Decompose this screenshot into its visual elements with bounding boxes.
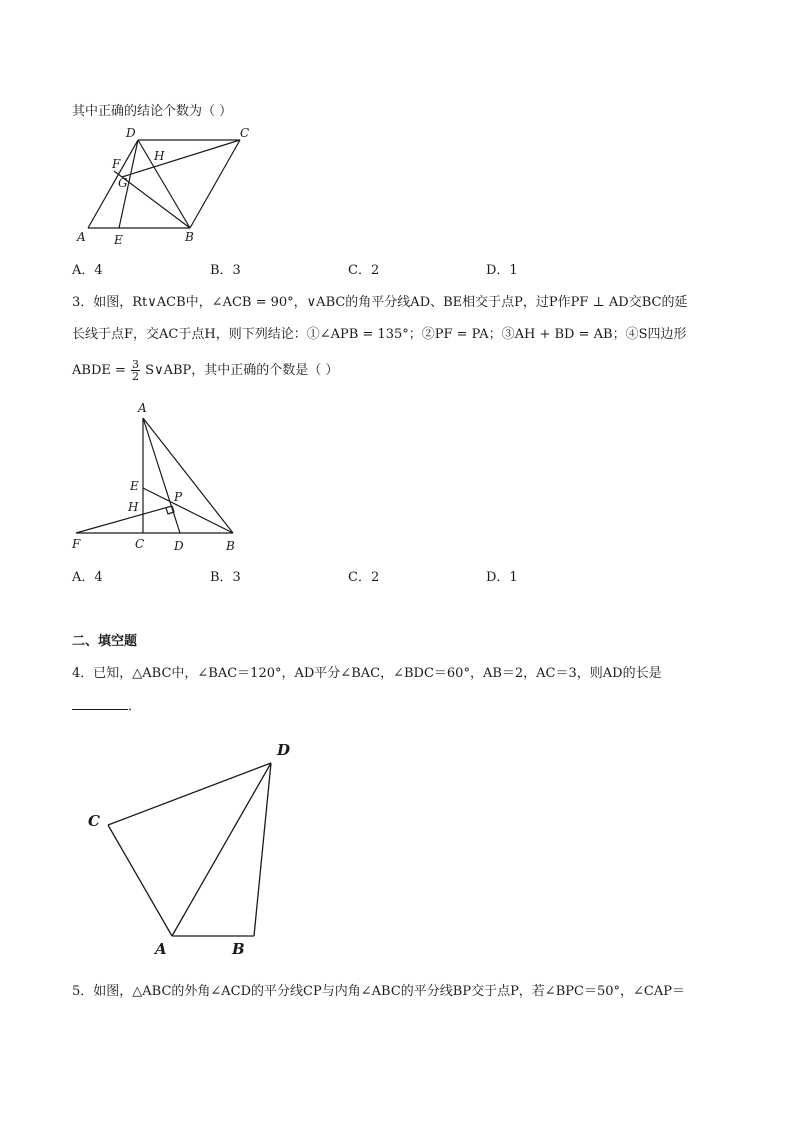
q2-label-H: H	[154, 149, 165, 163]
q3-line3	[72, 358, 338, 384]
q4-label-B: B	[232, 940, 245, 958]
q3-label-P: P	[174, 490, 183, 504]
q3-label-B: B	[226, 539, 235, 553]
q2-option-d: D．1	[486, 263, 518, 278]
q3-option-b: B．3	[210, 570, 241, 585]
q2-label-F: F	[112, 157, 121, 171]
q4-seg-CD	[108, 763, 271, 825]
q4-label-D: D	[277, 741, 291, 759]
q4-label-A: A	[155, 940, 167, 958]
q4-seg-CA	[108, 825, 172, 936]
q2-label-A: A	[77, 230, 86, 244]
q3-option-a: A．4	[72, 570, 103, 585]
q3-label-C: C	[135, 537, 145, 551]
q3-line3-post: S∨ABP，其中正确的个数是（ ）	[145, 363, 339, 378]
q3-label-E: E	[130, 479, 139, 493]
q3-seg-FP	[76, 506, 172, 533]
q3-line2: 长线于点F，交AC于点H，则下列结论：①∠APB = 135°；②PF = PA；③AH + BD = AB；④S四边形	[72, 327, 687, 342]
q2-label-G: G	[118, 176, 128, 190]
q3-line1: 3．如图，Rt∨ACB中，∠ACB = 90°，∨ABC的角平分线AD、BE相交于点P，过P作PF ⊥ AD交BC的延	[72, 295, 688, 310]
q2-label-E: E	[114, 233, 123, 245]
q3-right-triangle-figure	[68, 398, 258, 553]
q3-frac-den: 2	[132, 370, 140, 383]
q3-frac-num: 3	[132, 358, 140, 371]
q2-parallelogram-figure	[70, 125, 270, 245]
q2-option-a: A．4	[72, 263, 103, 278]
q3-option-d: D．1	[486, 570, 518, 585]
q3-seg-AB	[143, 418, 233, 533]
q2-label-C: C	[240, 126, 250, 140]
q3-fraction	[131, 359, 140, 382]
q3-label-H: H	[128, 500, 139, 514]
q4-answer-blank[interactable]	[72, 697, 128, 710]
q4-quadrilateral-figure	[80, 738, 320, 958]
q2-option-c: C．2	[348, 263, 380, 278]
q4-line1: 4．已知，△ABC中，∠BAC＝120°，AD平分∠BAC，∠BDC＝60°，AB＝2，AC＝3，则AD的长是	[72, 666, 662, 681]
q2-label-B: B	[185, 230, 194, 244]
q2-option-b: B．3	[210, 263, 241, 278]
q4-line2	[72, 697, 141, 716]
q5-line1: 5．如图，△ABC的外角∠ACD的平分线CP与内角∠ABC的平分线BP交于点P，若∠BPC＝50°，∠CAP＝	[72, 984, 685, 999]
q2-label-D: D	[126, 126, 136, 140]
q4-line2-end: ．	[128, 699, 142, 714]
q3-label-F: F	[72, 537, 81, 551]
q3-label-A: A	[138, 401, 147, 415]
q3-line3-pre: ABDE =	[72, 363, 126, 378]
q2-prompt: 其中正确的结论个数为（ ）	[72, 104, 233, 119]
q4-label-C: C	[88, 812, 100, 830]
q3-seg-AD	[143, 418, 180, 533]
q3-option-c: C．2	[348, 570, 380, 585]
q3-label-D: D	[174, 539, 184, 553]
section-title-fill-in: 二、填空题	[72, 634, 138, 649]
